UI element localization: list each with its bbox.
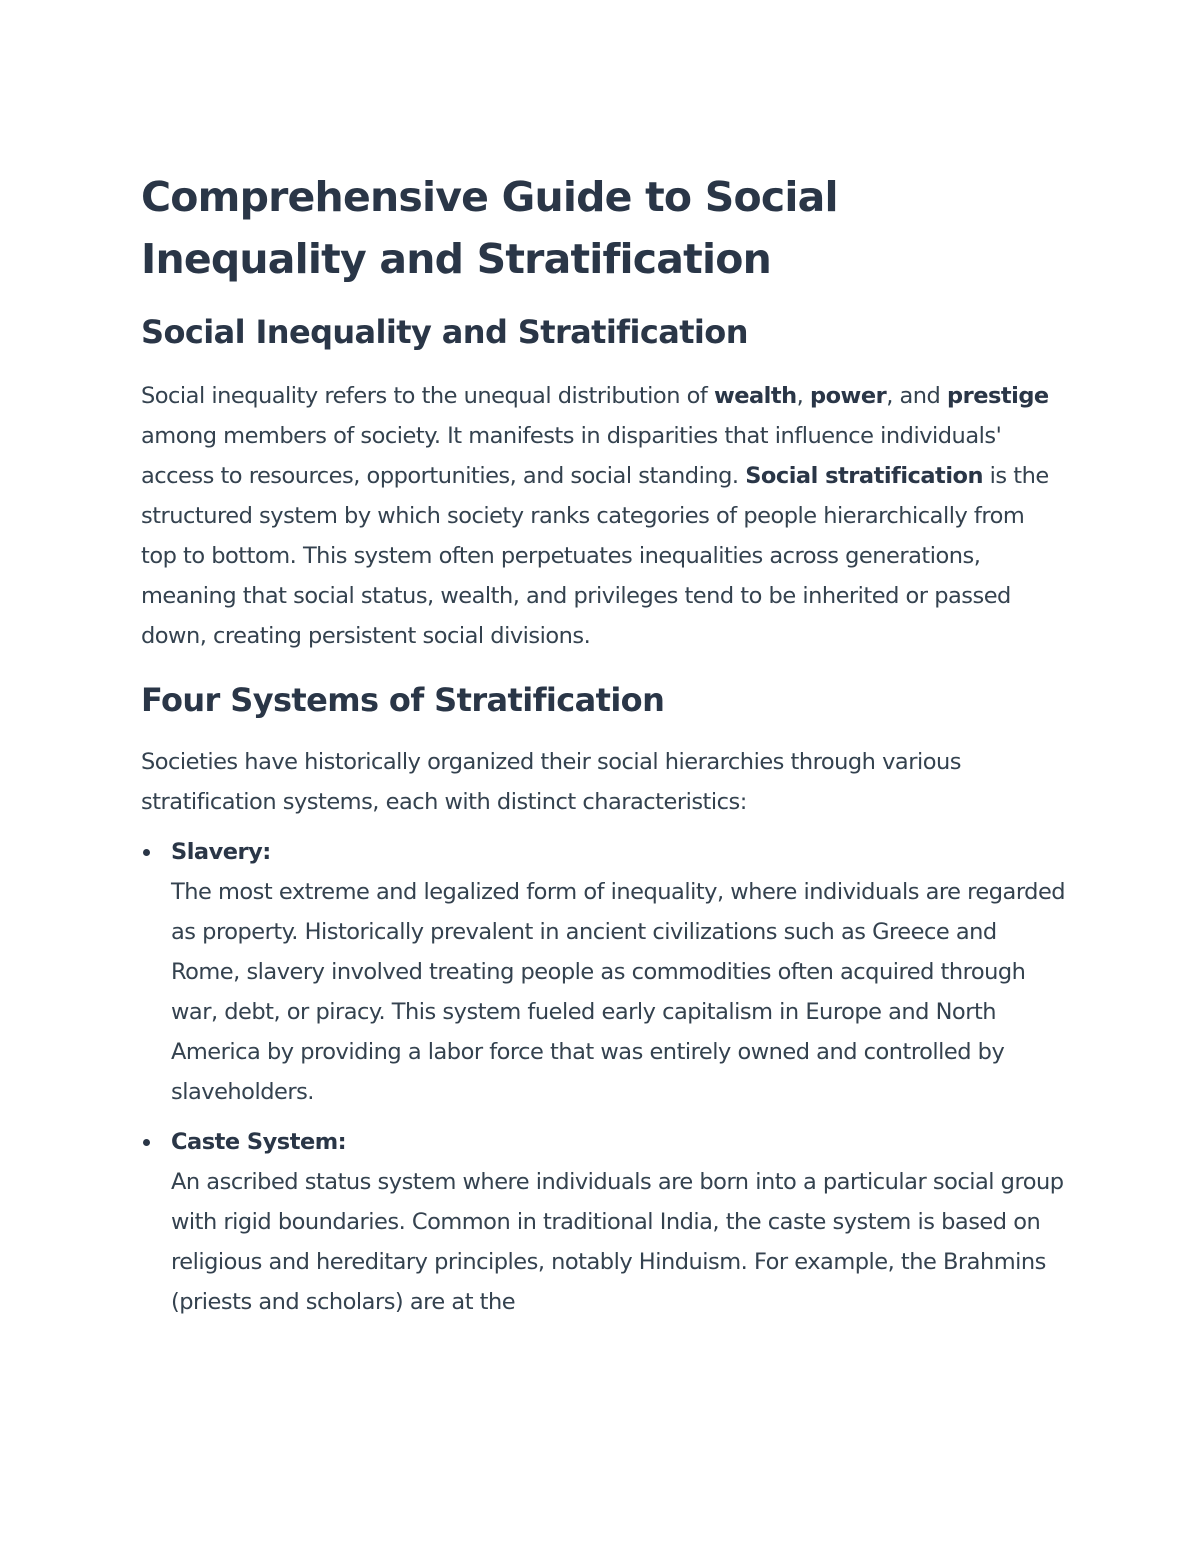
intro-paragraph [141, 376, 1066, 656]
term-wealth: wealth [713, 383, 797, 409]
bullet-icon [143, 1139, 150, 1146]
bullet-icon [143, 849, 150, 856]
document-page [141, 166, 1066, 1332]
term-social-stratification: Social stratification [745, 463, 984, 489]
term-prestige: prestige [947, 383, 1049, 409]
section-heading-four-systems: Four Systems of Stratification [141, 681, 665, 719]
list-item-title: Caste System: [171, 1129, 347, 1155]
term-power: power [809, 383, 887, 409]
stratification-systems-list [141, 832, 1066, 1322]
list-item-title: Slavery: [171, 839, 271, 865]
section-heading-social-inequality: Social Inequality and Stratification [141, 313, 748, 351]
intro-text-3: is the structured system by which society ranks categories of people hierarchically from top to bottom. This system often perpetuates inequalities across generations, meaning that social status, wealth, and privileges tend to be inherited or passed down, creating persistent social divisions. [141, 463, 1049, 649]
intro-sep-2: , and [886, 383, 947, 409]
list-item-text: An ascribed status system where individuals are born into a particular social group with rigid boundaries. Common in traditional India, the caste system is based on religious and hereditary principles, notably Hinduism. For example, the Brahmins (priests and scholars) are at the [171, 1169, 1064, 1315]
list-item-slavery [141, 832, 1066, 1112]
systems-lead-paragraph: Societies have historically organized their social hierarchies through various stratification systems, each with distinct characteristics: [141, 749, 961, 815]
list-item-caste-system [141, 1122, 1066, 1322]
intro-text-2: among members of society. It manifests in disparities that influence individuals' access to resources, opportunities, and social standing. [141, 423, 1002, 489]
document-title: Comprehensive Guide to Social Inequality and Stratification [141, 173, 838, 283]
intro-text-1: Social inequality refers to the unequal distribution of [141, 383, 714, 409]
list-item-text: The most extreme and legalized form of inequality, where individuals are regarded as property. Historically prevalent in ancient civilizations such as Greece and Rome, slavery involved treating people as commodities often acquired through war, debt, or piracy. This system fueled early capitalism in Europe and North America by providing a labor force that was entirely owned and controlled by slaveholders. [171, 879, 1066, 1105]
intro-sep-1: , [796, 383, 810, 409]
